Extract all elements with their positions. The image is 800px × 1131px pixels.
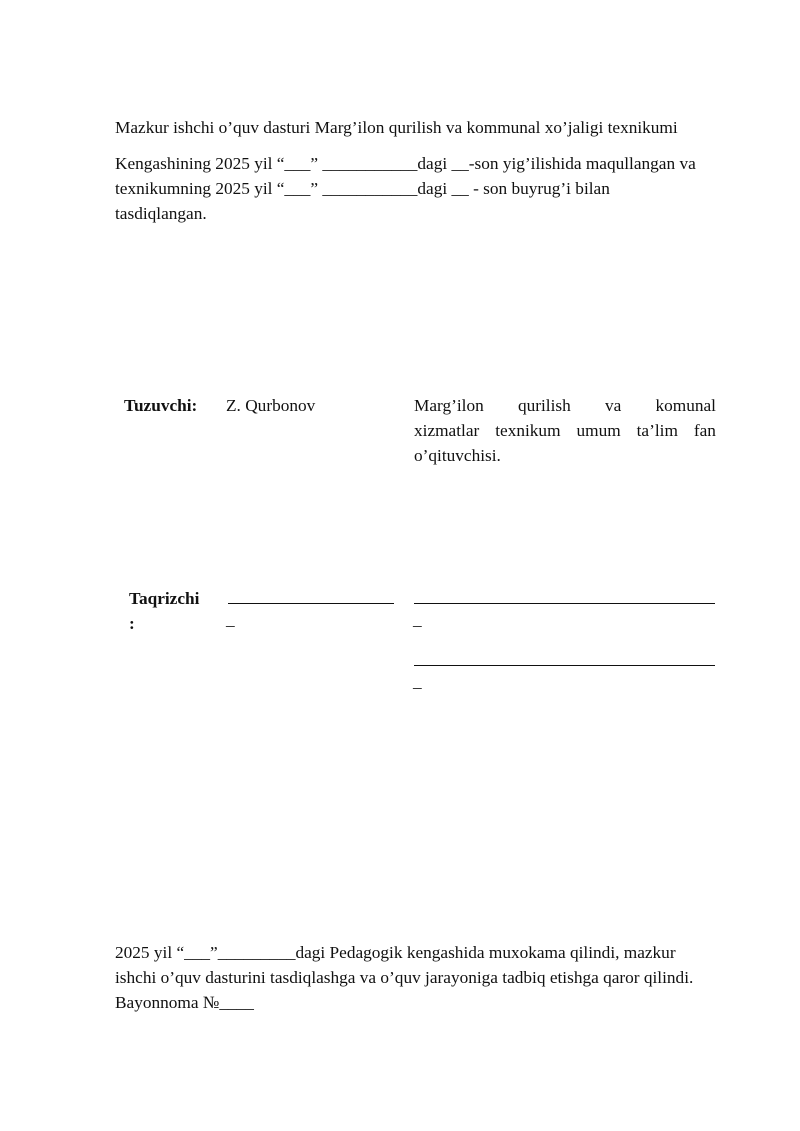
reviewer-position-line-2	[414, 665, 715, 666]
reviewer-label	[129, 586, 199, 636]
author-position-word: texnikum	[495, 421, 561, 440]
author-position-word: komunal	[655, 396, 716, 415]
footer-line-3: Bayonnoma №____	[115, 993, 254, 1012]
author-label: Tuzuvchi:	[124, 396, 198, 415]
author-position-line-1	[414, 393, 716, 418]
reviewer-position-line-1	[414, 603, 715, 604]
reviewer-name-tail: _	[226, 610, 235, 629]
author-position-line-3: o’qituvchisi.	[414, 446, 501, 465]
intro-line-2: Kengashining 2025 yil “___” ___________dagi __-son yig’ilishida maqullangan va	[115, 154, 696, 173]
author-position-word: xizmatlar	[414, 421, 480, 440]
author-name: Z. Qurbonov	[226, 396, 316, 415]
author-position-word: fan	[693, 421, 716, 440]
author-position-line-2	[414, 418, 716, 443]
footer-line-1: 2025 yil “___”_________dagi Pedagogik kengashida muxokama qilindi, mazkur	[115, 943, 676, 962]
author-position-word: qurilish	[517, 396, 571, 415]
author-position-word: va	[604, 396, 622, 415]
author-position	[414, 393, 716, 468]
reviewer-position-tail-2: _	[413, 672, 422, 691]
reviewer-label-text: Taqrizchi	[129, 589, 200, 608]
intro-line-4: tasdiqlangan.	[115, 204, 207, 223]
author-position-word: Marg’ilon	[414, 396, 484, 415]
reviewer-name-line	[228, 603, 394, 604]
footer-line-2: ishchi o’quv dasturini tasdiqlashga va o’quv jarayoniga tadbiq etishga qaror qilindi.	[115, 968, 694, 987]
reviewer-label-colon: :	[129, 614, 135, 633]
intro-line-1: Mazkur ishchi o’quv dasturi Marg’ilon qurilish va kommunal xo’jaligi texnikumi	[115, 118, 678, 137]
author-position-word: ta’lim	[636, 421, 678, 440]
author-position-word: umum	[576, 421, 621, 440]
reviewer-position-tail-1: _	[413, 610, 422, 629]
intro-line-3: texnikumning 2025 yil “___” ___________dagi __ - son buyrug’i bilan	[115, 179, 610, 198]
